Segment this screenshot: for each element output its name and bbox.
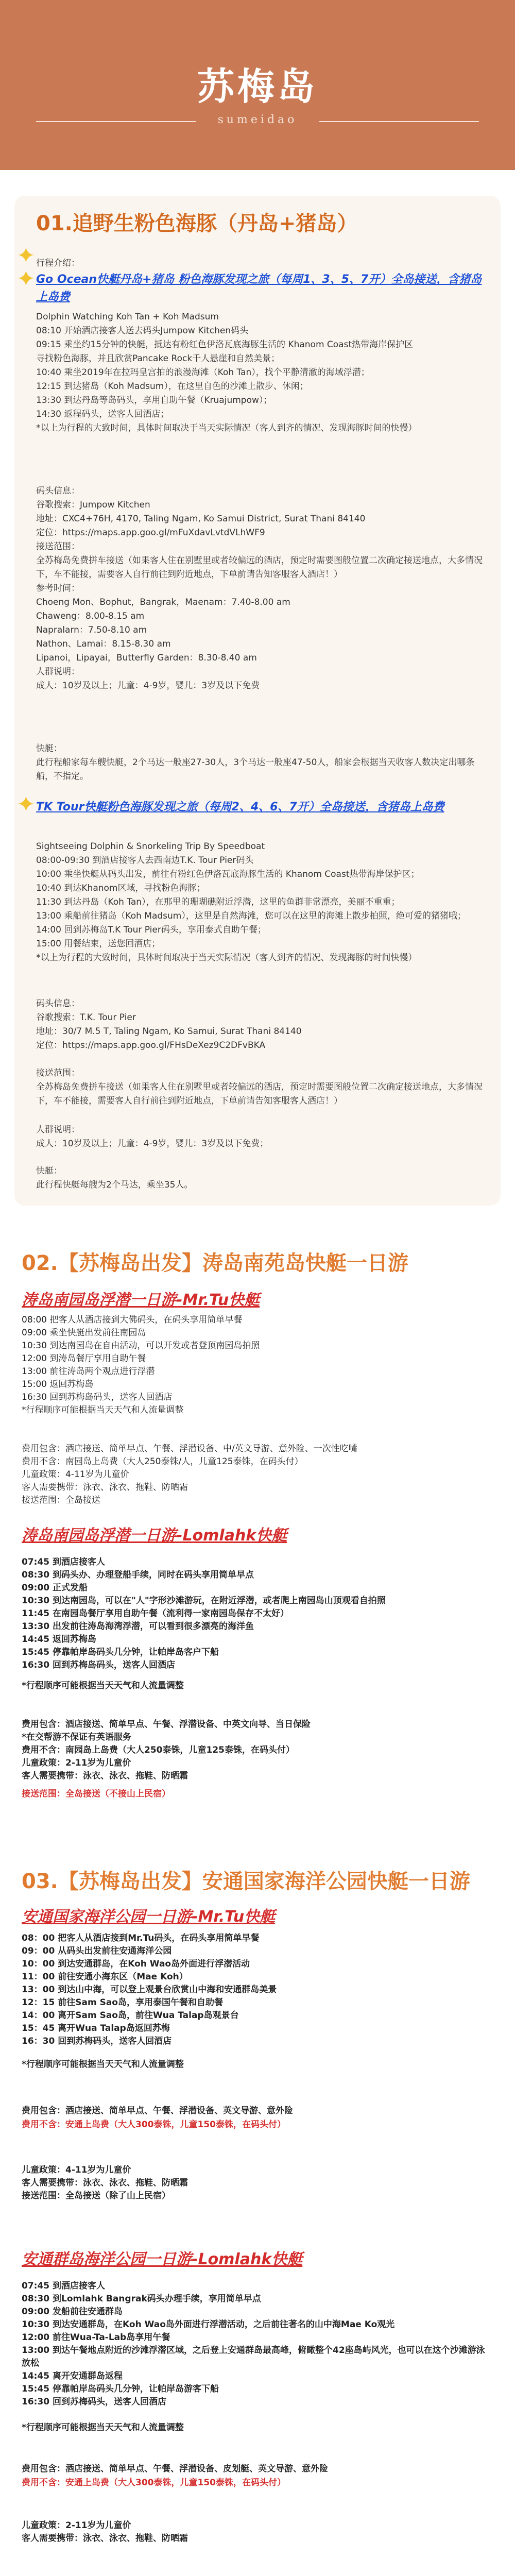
section-2-route-1-title: 涛岛南园岛浮潜一日游-Mr.Tu快艇	[22, 1291, 260, 1309]
header-rule-left	[36, 121, 196, 122]
sparkle-icon: ✦	[16, 791, 36, 818]
section-2-route-2-itinerary: 07:45 到酒店接客人 08:30 到码头办、办理登船手续，同时在码头享用简单早点 09:00 正式发船 10:30 到达南园岛，可以在"人"字形沙滩游玩，在附近浮潜，或者爬上南园岛山顶观看自拍照 11:45 在南园岛餐厅享用自助午餐（流利得一家南园岛保存不太好） 13:30 出发前往涛岛海湾浮潜，可以看到很多漂亮的海洋鱼 14:45 返回苏梅岛 15:45 停靠帕岸岛码头几分钟，让帕岸岛客户下船 16:30 回到苏梅岛码头，送客人回酒店	[22, 1557, 386, 1670]
section-2-route-2-note: *行程顺序可能根据当天天气和人流量调整	[22, 1681, 184, 1691]
go-ocean-pier-info: 码头信息： 谷歌搜索：Jumpow Kitchen 地址：CXC4+76H, 4170, Taling Ngam, Ko Samui District, Surat Thani 84140 定位：https://maps.app.goo.gl/mFuXdavLvtdVLhWF9 接送范围： 全苏梅岛免费拼车接送（如果客人住在别墅里或者较偏远的酒店，预定时需要图般位置二次确定接送地点，大多情况下，车不能接，需要客人自行前往到附近地点，下单前请告知客服客人酒店！） 参考时间： Choeng Mon、Bophut，Bangrak，Maenam：7.40-8.00 am Chaweng：8.00-8.15 am Napralarn：7.50-8.10 am Nathon、Lamai：8.15-8.30 am Lipanoi，Lipayai，Butterfly Garden：8.30-8.40 am 人群说明： 成人：10岁及以上；儿童：4-9岁，婴儿：3岁及以下免费	[36, 486, 483, 691]
sparkle-icon: ✦	[16, 243, 36, 269]
section-3-route-1-itinerary: 08：00 把客人从酒店接到Mr.Tu码头，在码头享用简单早餐 09：00 从码头出发前往安通海洋公园 10：00 到达安通群岛，在Koh Wao岛外面进行浮潜活动 11：00 前往安通小海东区（Mae Koh） 13：00 到达山中海，可以登上观景台欣赏山中海和安通群岛美景 12：15 前往Sam Sao岛，享用泰国午餐和自助餐 14：00 离开Sam Sao岛，前往Wua Talap岛观景台 15：45 离开Wua Talap岛返回苏梅 16：30 回到苏梅码头，送客人回酒店	[22, 1933, 277, 2046]
section-2-route-1-fees: 费用包含：酒店接送、简单早点、午餐、浮潜设备、中/英文导游、意外险、一次性吃嘴 费用不含：南园岛上岛费（大人250泰铢/人，儿童125泰铢，在码头付） 儿童政策：4-11岁为儿童价 客人需要携带：泳衣、泳衣、拖鞋、防晒霜 接送范围：全岛接送	[22, 1444, 357, 1505]
go-ocean-itinerary: Dolphin Watching Koh Tan + Koh Madsum 08:10 开始酒店接客人送去码头Jumpow Kitchen码头 09:15 乘坐约15分钟的快艇，抵达有粉红色伊洛瓦底海豚生活的 Khanom Coast热带海岸保护区 寻找粉色海豚，并且欣赏Pancake Rock千人悬崖和自然美景； 10:40 乘坐2019年在拉玛皇宫拍的浪漫海滩（Koh Tan），找个平静清澈的海域浮潜； 12:15 到达猪岛（Koh Madsum），在这里自色的沙滩上散步、休闲； 13:30 到达丹岛等岛码头，享用自助午餐（Kruajumpow）； 14:30 返程码头，送客人回酒店； *以上为行程的大致时间，具体时间取决于当天实际情况（客人到齐的情况、发现海豚时间的快慢）	[36, 312, 417, 433]
section-1-title: 01.追野生粉色海豚（丹岛+猪岛）	[36, 212, 358, 235]
section-3-route-2-note: *行程顺序可能根据当天天气和人流量调整	[22, 2422, 184, 2433]
go-ocean-title: Go Ocean快艇丹岛+猪岛 粉色海豚发现之旅（每周1、3、5、7开）全岛接送，含猪岛上岛费	[36, 273, 482, 303]
section-3-route-2-title: 安通群岛海洋公园一日游-Lomlahk快艇	[22, 2250, 303, 2268]
tk-tour-people: 人群说明： 成人：10岁及以上；儿童：4-9岁，婴儿：3岁及以下免费；	[36, 1125, 269, 1149]
section-3-route-2-fee-excluded: 费用不含：安通上岛费（大人300泰铢，儿童150泰铢，在码头付）	[22, 2478, 286, 2488]
section-3-route-1-kids-policy: 儿童政策：4-11岁为儿童价 客人需要携带：泳衣、泳衣、拖鞋、防晒霜 接送范围：全岛接送（除了山上民宿）	[22, 2165, 188, 2201]
tk-tour-pier-info: 码头信息： 谷歌搜索：T.K. Tour Pier 地址：30/7 M.5 T, Taling Ngam, Ko Samui, Surat Thani 84140 定位：https://maps.app.goo.gl/FHsDeXez9C2DFvBKA	[36, 998, 302, 1050]
section-2-route-1-itinerary: 08:00 把客人从酒店接到大佛码头，在码头享用简单早餐 09:00 乘坐快艇出发前往南园岛 10:30 到达南园岛在自由活动，可以开发或者登顶南园岛拍照 12:00 到涛岛餐厅享用自助午餐 13:00 前往涛岛两个观点进行浮潜 15:00 返回苏梅岛 16:30 回到苏梅岛码头，送客人回酒店 *行程顺序可能根据当天天气和人流量调整	[22, 1315, 260, 1415]
section-3-route-1-title: 安通国家海洋公园一日游-Mr.Tu快艇	[22, 1908, 276, 1926]
section-3-route-2-kids-policy: 儿童政策：2-11岁为儿童价 客人需要携带：泳衣、泳衣、拖鞋、防晒霜	[22, 2520, 188, 2544]
section-3-route-2-fee-included: 费用包含：酒店接送、简单早点、午餐、浮潜设备、皮划艇、英文导游、意外险	[22, 2464, 328, 2474]
section-3-route-1-fee-included: 费用包含：酒店接送、简单早点、午餐、浮潜设备、英文导游、意外险	[22, 2106, 293, 2116]
page-subtitle: sumeidao	[217, 113, 298, 126]
intro-label: 行程介绍：	[36, 258, 80, 268]
section-3-route-1-fee-excluded: 费用不含：安通上岛费（大人300泰铢，儿童150泰铢，在码头付）	[22, 2120, 286, 2130]
section-2-route-2-range: 接送范围：全岛接送（不接山上民宿）	[22, 1789, 170, 1799]
header-banner	[0, 0, 515, 170]
tk-tour-itinerary: Sightseeing Dolphin & Snorkeling Trip By Speedboat 08:00-09:30 到酒店接客人去西南边T.K. Tour Pier码头 10:00 乘坐快艇从码头出发，前往有粉红色伊洛瓦底海豚生活的 Khanom Coast热带海岸保护区； 10:40 到达Khanom区域，寻找粉色海豚； 11:30 到达丹岛（Koh Tan），在那里的珊瑚礁附近浮潜，这里的鱼群非常漂亮，美丽不重重； 13:00 乘船前往猪岛（Koh Madsum），这里是自然海滩，您可以在这里的海滩上散步拍照，绝可爱的猪猪哦； 14:00 回到苏梅岛T.K Tour Pier码头，享用泰式自助午餐； 15:00 用餐结束，送您回酒店； *以上为行程的大致时间，具体时间取决于当天实际情况（客人到齐的情况、发现海豚的时间快慢）	[36, 841, 466, 963]
tk-tour-pickup-range: 接送范围： 全苏梅岛免费拼车接送（如果客人住在别墅里或者较偏远的酒店，预定时需要图般位置二次确定接送地点，大多情况下，车不能接，需要客人自行前往到附近地点，下单前请告知客服客人酒店！）	[36, 1068, 483, 1106]
section-2-route-2-title: 涛岛南园岛浮潜一日游-Lomlahk快艇	[22, 1527, 287, 1545]
go-ocean-boat-info: 快艇： 此行程船家每车艘快艇，2个马达一般座27-30人，3个马达一般座47-50人，船家会根据当天收客人数决定出哪条船，不指定。	[36, 743, 475, 782]
section-2-route-2-fees: 费用包含：酒店接送、简单早点、午餐、浮潜设备、中英文向导、当日保险 *在交帮游不保证有英语服务 费用不含：南园岛上岛费（大人250泰铢，儿童125泰铢，在码头付） 儿童政策：2-11岁为儿童价 客人需要携带：泳衣、泳衣、拖鞋、防晒霜	[22, 1719, 311, 1781]
tk-tour-boat: 快艇： 此行程快艇每艘为2个马达，乘坐35人。	[36, 1166, 193, 1190]
section-2-title: 02.【苏梅岛出发】涛岛南苑岛快艇一日游	[22, 1251, 408, 1275]
header-rule-right	[319, 121, 479, 122]
section-1-card	[14, 196, 501, 1206]
tk-tour-title: TK Tour快艇粉色海豚发现之旅（每周2、4、6、7开）全岛接送，含猪岛上岛费	[36, 801, 444, 814]
sparkle-icon: ✦	[16, 266, 36, 292]
section-3-route-2-itinerary: 07:45 到酒店接客人 08:30 到Lomlahk Bangrak码头办理手续，享用简单早点 09:00 发船前往安通群岛 10:30 到达安通群岛，在Koh Wao岛外面进行浮潜活动，之后前往著名的山中海Mae Ko观光 12:00 前往Wua-Ta-Lab岛享用午餐 13:00 到达午餐地点附近的沙滩浮潜区域，之后登上安通群岛最高峰，俯瞰整个42座岛屿风光，也可以在这个沙滩游泳放松 14:45 离开安通群岛返程 15:45 停靠帕岸岛码头几分钟，让帕岸岛游客下船 16:30 回到苏梅码头，送客人回酒店	[22, 2281, 485, 2407]
page-title: 苏梅岛	[197, 64, 318, 108]
section-3-route-1-note: *行程顺序可能根据当天天气和人流量调整	[22, 2059, 184, 2070]
section-3-title: 03.【苏梅岛出发】安通国家海洋公园快艇一日游	[22, 1870, 470, 1893]
